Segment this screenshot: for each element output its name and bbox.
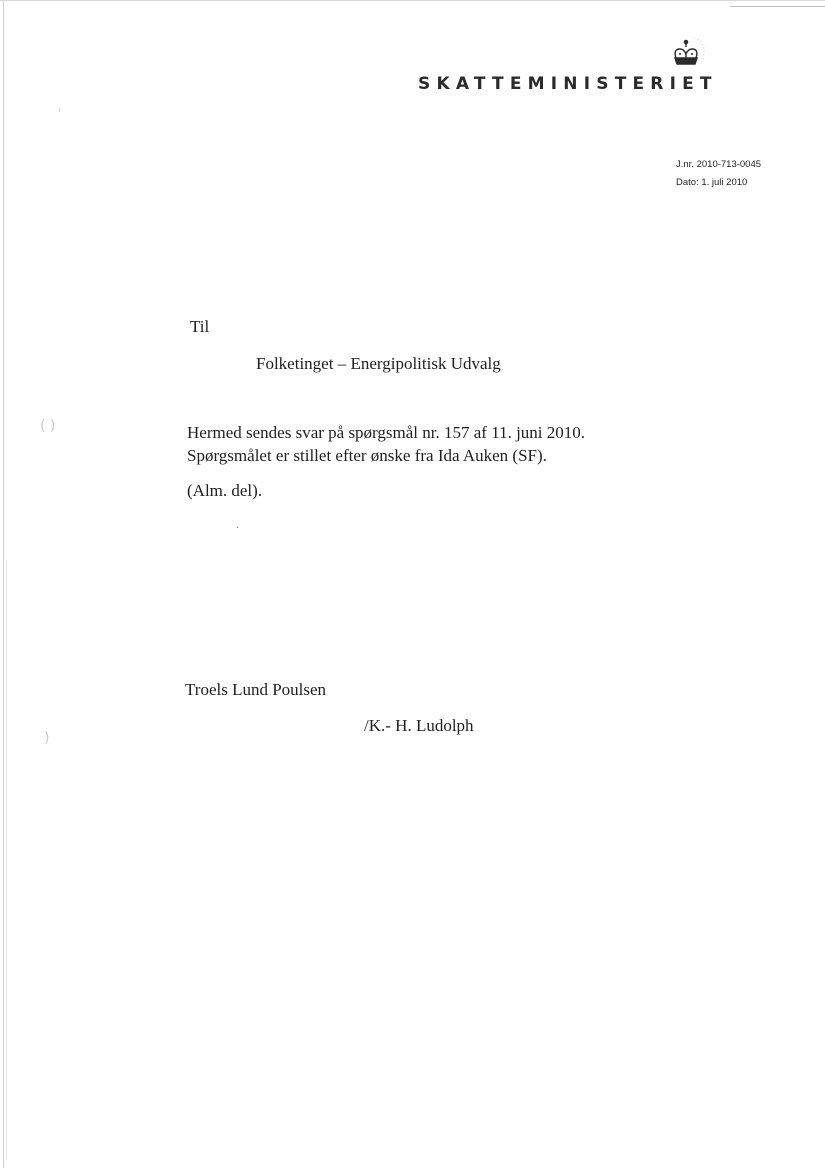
scan-top-edge [0,0,825,1]
royal-crown-icon [664,34,708,74]
scan-edge-mark [730,6,825,7]
scan-speck: ) [44,730,50,746]
signature-name: Troels Lund Poulsen [185,680,327,699]
body-line-2: Spørgsmålet er stillet efter ønske fra Ida Auken (SF). [187,446,547,465]
scan-speck: , [58,100,62,113]
body-line-1: Hermed sendes svar på spørgsmål nr. 157 af 11. juni 2010. [187,423,586,442]
journal-number: J.nr. 2010-713-0045 [676,159,762,170]
signature-secondary: /K.- H. Ludolph [364,716,474,735]
scan-speck: ( ) [40,418,56,434]
recipient: Folketinget – Energipolitisk Udvalg [256,354,501,373]
letter-date: Dato: 1. juli 2010 [676,177,748,188]
body-line-3: (Alm. del). [187,481,263,500]
scan-left-edge [3,0,4,1168]
scan-speck: . [236,520,240,531]
salutation: Til [190,317,210,336]
ministry-name: SKATTEMINISTERIET [418,74,718,94]
scan-left-edge-faint [6,560,7,1160]
